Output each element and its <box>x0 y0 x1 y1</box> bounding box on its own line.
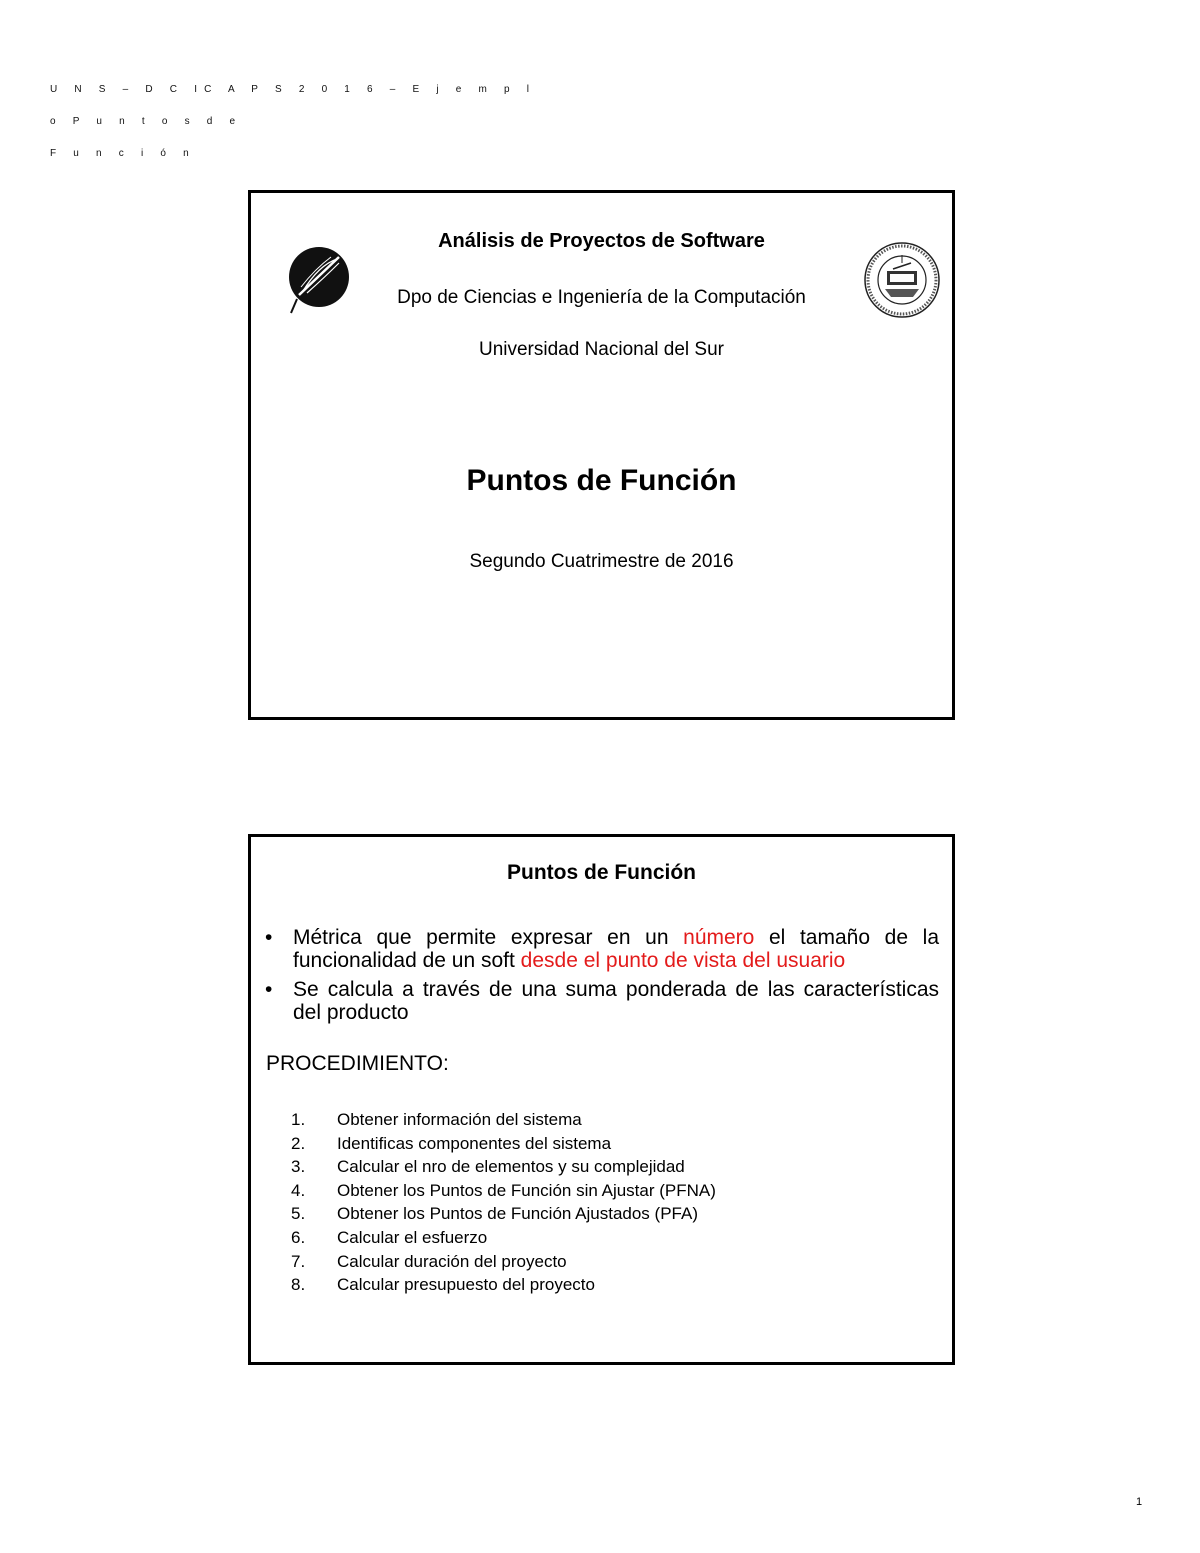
department-name: Dpo de Ciencias e Ingeniería de la Computación <box>397 287 806 308</box>
running-header <box>50 74 550 170</box>
bullet-dot: • <box>265 926 273 949</box>
slide-main-title: Puntos de Función <box>466 464 737 497</box>
header-line-2: F u n c i ó n <box>50 148 196 159</box>
bullet1-highlight-number: número <box>683 926 755 949</box>
bullet-dot: • <box>265 978 273 1001</box>
procedure-heading: PROCEDIMIENTO: <box>266 1052 449 1075</box>
semester-label: Segundo Cuatrimestre de 2016 <box>469 551 734 572</box>
bullet1-text-part1: Métrica que permite expresar en un <box>293 926 684 949</box>
bullet-list <box>265 926 939 1030</box>
bullet-item <box>265 978 939 1024</box>
page-number: 1 <box>1136 1496 1143 1508</box>
university-name: Universidad Nacional del Sur <box>478 339 724 360</box>
slide-title <box>248 190 955 720</box>
bullet-item <box>265 926 939 972</box>
step-item: 6. Calcular el esfuerzo <box>291 1227 488 1247</box>
step-item: 3. Calcular el nro de elementos y su complejidad <box>291 1157 685 1177</box>
course-heading: Análisis de Proyectos de Software <box>438 230 765 252</box>
header-line-1: U N S – D C IC A P S 2 0 1 6 – E j e m p l o P u n t o s d e <box>50 84 537 127</box>
step-item: 2. Identificas componentes del sistema <box>291 1133 612 1153</box>
bullet1-highlight-user-view: desde el punto de vista del usuario <box>520 949 846 972</box>
slide-function-points <box>248 834 955 1365</box>
step-item: 5. Obtener los Puntos de Función Ajustados (PFA) <box>291 1204 698 1224</box>
slide-title: Puntos de Función <box>507 861 696 884</box>
bullet1-text-part2: el tamaño de la funcionalidad de un soft <box>293 926 939 972</box>
procedure-steps <box>291 1108 716 1297</box>
step-item: 7. Calcular duración del proyecto <box>291 1251 567 1271</box>
step-item: 1. Obtener información del sistema <box>291 1110 582 1129</box>
bullet2-text: Se calcula a través de una suma ponderada de las características del producto <box>293 978 939 1024</box>
step-item: 4. Obtener los Puntos de Función sin Ajustar (PFNA) <box>291 1180 716 1200</box>
step-item: 8. Calcular presupuesto del proyecto <box>291 1275 595 1295</box>
